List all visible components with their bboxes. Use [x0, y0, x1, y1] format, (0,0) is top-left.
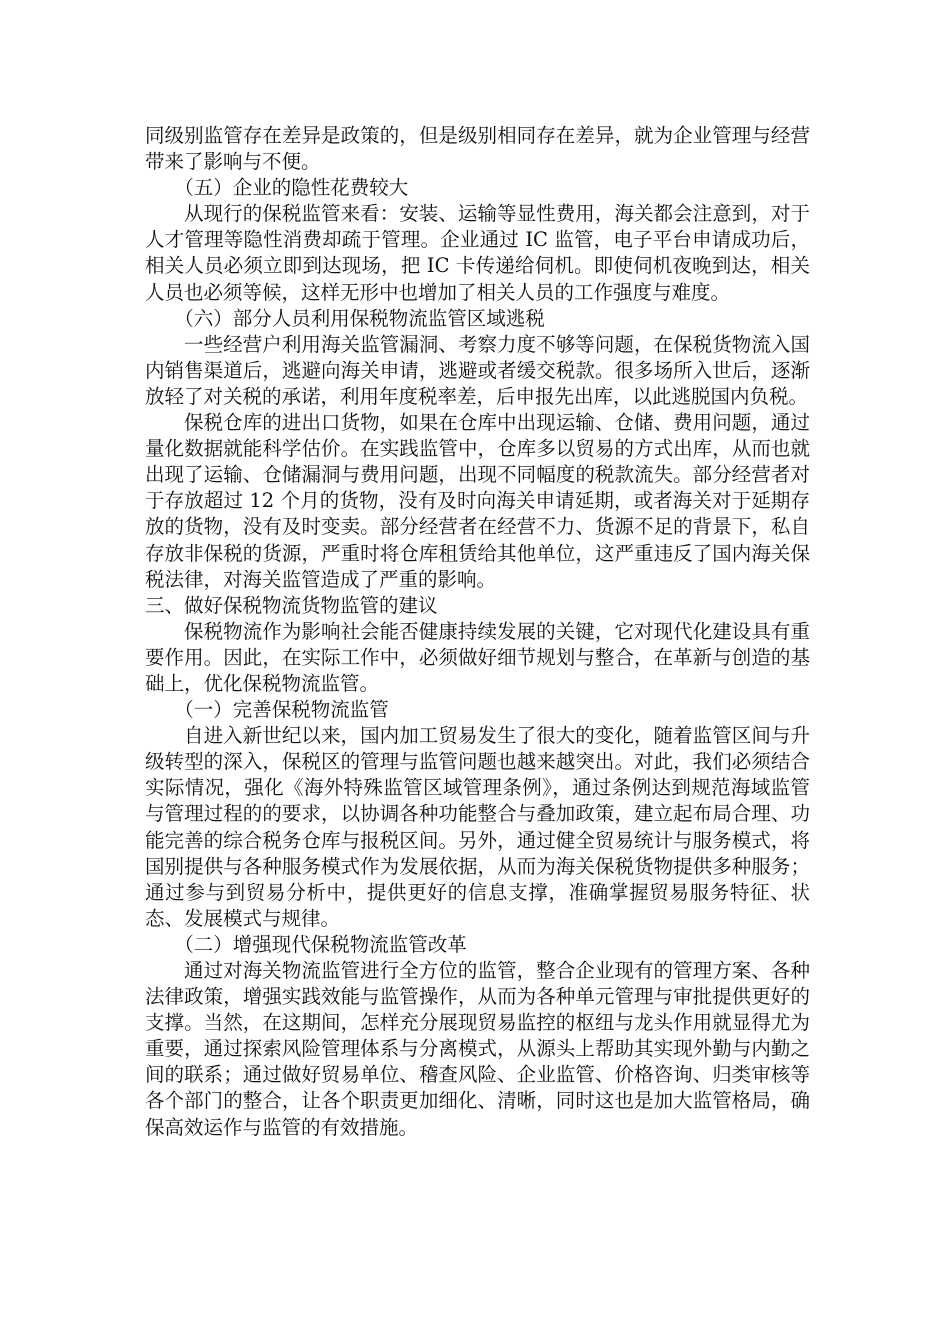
- paragraph-suggestions-intro: 保税物流作为影响社会能否健康持续发展的关键，它对现代化建设具有重要作用。因此，在实际工作中，必须做好细节规划与整合，在革新与创造的基础上，优化保税物流监管。: [145, 619, 810, 695]
- paragraph-continuation: 同级别监管存在差异是政策的，但是级别相同存在差异，就为企业管理与经营带来了影响与不便。: [145, 124, 810, 174]
- section-heading-3-1: （一）完善保税物流监管: [174, 698, 389, 722]
- section-heading-5: （五）企业的隐性花费较大: [174, 176, 409, 200]
- chapter-heading-3: 三、做好保税物流货物监管的建议: [145, 593, 438, 617]
- paragraph-warehouse: 保税仓库的进出口货物，如果在仓库中出现运输、仓储、费用问题，通过量化数据就能科学估价。在实践监管中，仓库多以贸易的方式出库，从而也就出现了运输、仓储漏洞与费用问题，出现不同幅度的税款流失。部分经营者对于存放超过 12 个月的货物，没有及时向海关申请延期，或者海关对于延期存放的货物，没有及时变卖。部分经营者在经营不力、货源不足的背景下，私自存放非保税的货源，严重时将仓库租赁给其他单位，这严重违反了国内海关保税法律，对海关监管造成了严重的影响。: [145, 411, 810, 591]
- section-heading-3-2: （二）增强现代保税物流监管改革: [174, 932, 467, 956]
- paragraph-reform: 通过对海关物流监管进行全方位的监管，整合企业现有的管理方案、各种法律政策，增强实践效能与监管操作，从而为各种单元管理与审批提供更好的支撑。当然，在这期间，怎样充分展现贸易监控的枢纽与龙头作用就显得尤为重要，通过探索风险管理体系与分离模式，从源头上帮助其实现外勤与内勤之间的联系；通过做好贸易单位、稽查风险、企业监管、价格咨询、归类审核等各个部门的整合，让各个职责更加细化、清晰，同时这也是加大监管格局，确保高效运作与监管的有效措施。: [145, 959, 810, 1139]
- document-page: [145, 123, 810, 1141]
- paragraph-tax-evasion: 一些经营户利用海关监管漏洞、考察力度不够等问题，在保税货物流入国内销售渠道后，逃避向海关申请，逃避或者缓交税款。很多场所入世后，逐渐放轻了对关税的承诺，利用年度税率差，后申报先出库，以此逃脱国内负税。: [145, 332, 810, 408]
- paragraph-improve-supervision: 自进入新世纪以来，国内加工贸易发生了很大的变化，随着监管区间与升级转型的深入，保税区的管理与监管问题也越来越突出。对此，我们必须结合实际情况，强化《海外特殊监管区域管理条例》，通过条例达到规范海域监管与管理过程的的要求，以协调各种功能整合与叠加政策，建立起布局合理、功能完善的综合税务仓库与报税区间。另外，通过健全贸易统计与服务模式，将国别提供与各种服务模式作为发展依据，从而为海关保税货物提供多种服务；通过参与到贸易分析中，提供更好的信息支撑，准确掌握贸易服务特征、状态、发展模式与规律。: [145, 724, 810, 930]
- paragraph-hidden-costs: 从现行的保税监管来看：安装、运输等显性费用，海关都会注意到，对于人才管理等隐性消费却疏于管理。企业通过 IC 监管，电子平台申请成功后，相关人员必须立即到达现场，把 IC 卡传递给伺机。即使伺机夜晚到达，相关人员也必须等候，这样无形中也增加了相关人员的工作强度与难度。: [145, 202, 810, 304]
- section-heading-6: （六）部分人员利用保税物流监管区域逃税: [174, 306, 545, 330]
